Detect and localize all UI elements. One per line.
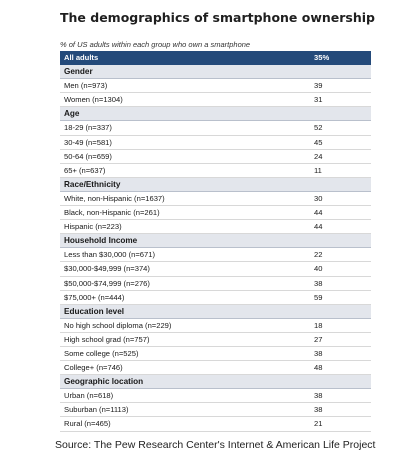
table-row bbox=[60, 319, 371, 333]
row-value: 31 bbox=[314, 95, 323, 105]
header-value: 35% bbox=[314, 53, 330, 62]
section-header-row bbox=[60, 107, 371, 121]
row-label: White, non-Hispanic (n=1637) bbox=[64, 193, 165, 203]
section-label: Age bbox=[64, 109, 80, 119]
row-value: 22 bbox=[314, 250, 323, 260]
row-value: 48 bbox=[314, 363, 323, 373]
section-label: Gender bbox=[64, 67, 93, 77]
section-header-row bbox=[60, 234, 371, 248]
table-row bbox=[60, 192, 371, 206]
table-row bbox=[60, 206, 371, 220]
table-row bbox=[60, 291, 371, 305]
chart-title: The demographics of smartphone ownership bbox=[60, 10, 376, 25]
row-value: 21 bbox=[314, 419, 323, 429]
table-row bbox=[60, 403, 371, 417]
table-row bbox=[60, 361, 371, 375]
table-row bbox=[60, 262, 371, 276]
row-value: 18 bbox=[314, 320, 323, 330]
row-value: 30 bbox=[314, 193, 323, 203]
table-row bbox=[60, 136, 371, 150]
table-row bbox=[60, 277, 371, 291]
table-header-row bbox=[60, 51, 371, 65]
row-label: $75,000+ (n=444) bbox=[64, 292, 125, 302]
table-row bbox=[60, 417, 371, 431]
row-value: 52 bbox=[314, 123, 323, 133]
section-label: Race/Ethnicity bbox=[64, 179, 121, 189]
row-value: 40 bbox=[314, 264, 323, 274]
table-row bbox=[60, 164, 371, 178]
section-header-row bbox=[60, 178, 371, 192]
row-label: No high school diploma (n=229) bbox=[64, 320, 172, 330]
section-label: Education level bbox=[64, 306, 125, 316]
row-label: Black, non-Hispanic (n=261) bbox=[64, 208, 160, 218]
row-label: Hispanic (n=223) bbox=[64, 222, 122, 232]
row-value: 27 bbox=[314, 334, 323, 344]
header-label: All adults bbox=[64, 53, 99, 62]
row-value: 38 bbox=[314, 278, 323, 288]
row-value: 38 bbox=[314, 391, 323, 401]
row-label: High school grad (n=757) bbox=[64, 334, 150, 344]
row-label: 18-29 (n=337) bbox=[64, 123, 112, 133]
demographics-table bbox=[60, 51, 371, 432]
table-row bbox=[60, 389, 371, 403]
row-label: Urban (n=618) bbox=[64, 391, 114, 401]
row-label: $50,000-$74,999 (n=276) bbox=[64, 278, 150, 288]
row-value: 38 bbox=[314, 348, 323, 358]
row-value: 38 bbox=[314, 405, 323, 415]
row-label: Women (n=1304) bbox=[64, 95, 123, 105]
section-header-row bbox=[60, 65, 371, 79]
table-row bbox=[60, 347, 371, 361]
row-value: 39 bbox=[314, 81, 323, 91]
row-value: 44 bbox=[314, 222, 323, 232]
row-value: 44 bbox=[314, 208, 323, 218]
table-row bbox=[60, 333, 371, 347]
table-row bbox=[60, 150, 371, 164]
row-label: Rural (n=465) bbox=[64, 419, 111, 429]
chart-subtitle: % of US adults within each group who own a smartphone bbox=[60, 40, 251, 49]
section-header-row bbox=[60, 375, 371, 389]
row-label: Suburban (n=1113) bbox=[64, 405, 129, 415]
table-body bbox=[60, 65, 371, 431]
row-value: 24 bbox=[314, 151, 323, 161]
row-label: 65+ (n=637) bbox=[64, 165, 106, 175]
row-label: Men (n=973) bbox=[64, 81, 108, 91]
table-row bbox=[60, 121, 371, 135]
row-label: College+ (n=746) bbox=[64, 363, 123, 373]
row-value: 45 bbox=[314, 137, 323, 147]
row-value: 11 bbox=[314, 165, 322, 175]
row-value: 59 bbox=[314, 292, 323, 302]
row-label: Some college (n=525) bbox=[64, 348, 139, 358]
row-label: $30,000-$49,999 (n=374) bbox=[64, 264, 150, 274]
source-note: Source: The Pew Research Center's Internet & American Life Project bbox=[55, 439, 376, 451]
section-header-row bbox=[60, 305, 371, 319]
table-row bbox=[60, 79, 371, 93]
row-label: Less than $30,000 (n=671) bbox=[64, 250, 155, 260]
section-label: Geographic location bbox=[64, 377, 144, 387]
section-label: Household Income bbox=[64, 236, 138, 246]
table-row bbox=[60, 220, 371, 234]
row-label: 50-64 (n=659) bbox=[64, 151, 112, 161]
table-row bbox=[60, 248, 371, 262]
row-label: 30-49 (n=581) bbox=[64, 137, 112, 147]
table-row bbox=[60, 93, 371, 107]
